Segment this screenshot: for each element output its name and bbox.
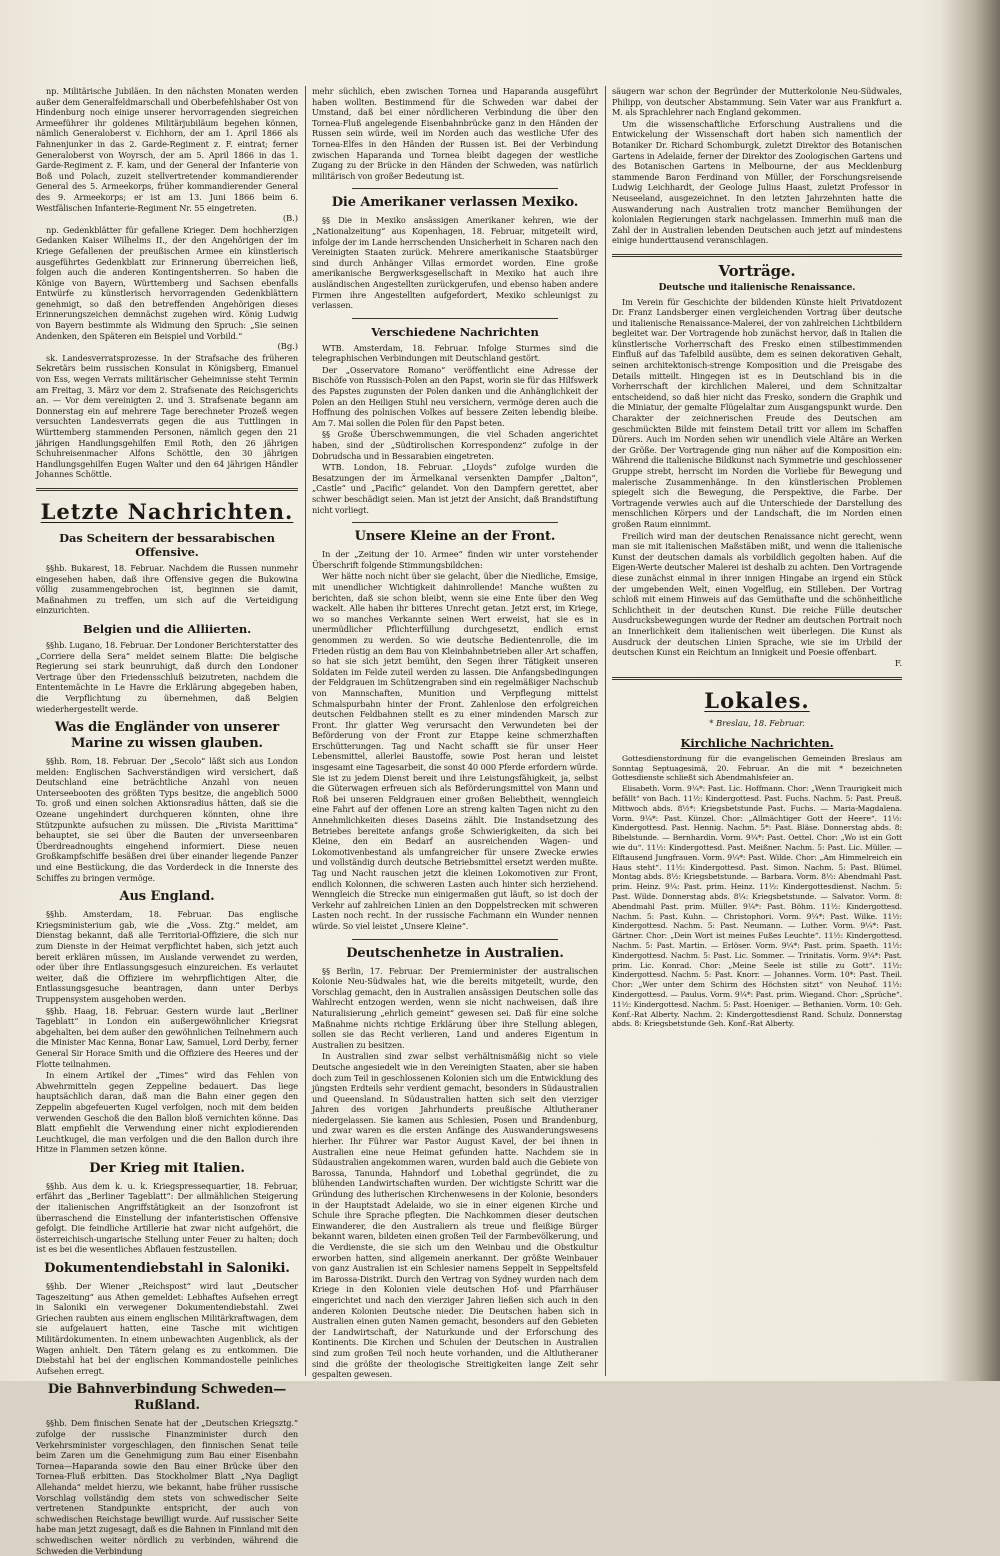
article-military-jubilees: np. Militärische Jubiläen. In den nächsten Monaten werden außer dem Generalfeldmarschall und Oberbefehlshaber Ost von Hindenburg noch einige unserer hervorragenden siegreichen Armeeführer ihr goldenes Militärjubiläum begehen können, nämlich Generaloberst v. Eichhorn, der am 1. April 1866 als Fahnenjunker in das 2. Garde-Regiment z. F. eintrat; ferner Generaloberst von Woyrsch, der am 5. April 1866 in das 1. Garde-Regiment z. F. kam, und der General der Infanterie von Boß und Polach, zuzeit stellvertretender kommandierender General des 5. Armeekorps, früher kommandierender General des 9. Armeekorps; er ist am 13. Juni 1866 beim 6. Westfälischen Infanterie-Regiment Nr. 55 eingetreten. [36,86,298,213]
church-service-list: Elisabeth. Vorm. 9¼*: Past. Lic. Hoffmann. Chor: „Wenn Traurigkeit mich befällt“ von Bach. 11½: Kindergottesd. Past. Fuchs. Nachm. 5: Past. Preuß. Mittwoch abds. 8½*: Kriegsbetstunde Past. Fuchs. — Maria-Magdalena. Vorm. 9¼*: Past. Künzel. Chor: „Allmächtiger Gott der Heere“. 11½: Kindergottesd. Past. Hennig. Nachm. 5*: Past. Bläse. Donnerstag abds. 8: Bibelstunde. — Bernhardin. Vorm. 9¼*: Past. Oettel. Chor: „Wo ist ein Gott wie du“. 11½: Kindergottesd. Past. Meißner. Nachm. 5: Past. Lic. Müller. — Elftausend Jungfrauen. Vorm. 9¼*: Past. Wilde. Chor: „Am Himmelreich ein Haus steht“. 11½: Kindergottesd. Past. Simon. Nachm. 5: Past. Blümel. Montag abds. 8½: Kriegsbetstunde. — Barbara. Vorm. 8½: Abendmahl Past. prim. Heinz. 9¼: Past. prim. Heinz. 11½: Kindergottesdienst. Nachm. 5: Past. Wilde. Donnerstag abds. 8¼: Kriegsbetstunde. — Salvator. Vorm. 8: Abendmahl Past. prim. Müller. 9¼*: Past. Böhm. 11½: Kindergottesd. Nachm. 5: Past. Kuhn. — Christophori. Vorm. 9¼*: Past. Wilke. 11½: Kindergottesd. Nachm. 5: Past. Neumann. — Luther. Vorm. 9¼*: Past. Gärtner. Chor: „Dein Wort ist meines Fußes Leuchte“. 11½: Kindergottesd. Nachm. 5: Past. Martin. — Erlöser. Vorm. 9¼*: Past. prim. Spaeth. 11½: Kindergottesd. Nachm. 5: Past. Lic. Sommer. — Trinitatis. Vorm. 9¼*: Past. prim. Lic. Konrad. Chor: „Meine Seele ist stille zu Gott“. 11½: Kindergottesd. Nachm. 5: Past. Knorr. — Johannes. Vorm. 10*: Past. Theil. Chor: „Wer unter dem Schirm des Höchsten sitzt“ von Neuhof. 11½: Kindergottesd. — Paulus. Vorm. 9¼*: Past. prim. Wiegand. Chor: „Sprüche“. 11½: Kindergottesd. Nachm. 5: Past. Hoeniger. — Bethanien. Vorm. 10: Geh. Konf.-Rat Alberty. Nachm. 2: Kindergottesdienst Rand. Schulz. Donnerstag abds. 8: Kriegsbetstunde Geh. Konf.-Rat Alberty. [612,784,902,1029]
article-text: In Australien sind zwar selbst verhältnismäßig nicht so viele Deutsche angesiedelt wie in den Vereinigten Staaten, aber sie haben doch zum Teil in geschlossenen Kolonien sich um die Entwicklung des jüngsten Erdteils sehr verdient gemacht, besonders in Südaustralien und Queensland. In Südaustralien hatten sich seit den vierziger Jahren des vorigen Jahrhunderts preußische Altlutheraner niedergelassen. Sie kamen aus Schlesien, Posen und Brandenburg, und zwar waren es die ersten Anfänge des Auswanderungswesens hierher. Ihr Führer war Pastor August Kavel, der bei ihnen in Australien eine neue Heimat gefunden hatte. Nachdem sie in Südaustralien angekommen waren, wurden bald auch die Gebiete von Barossa, Tanunda, Hahndorf und Lobethal gegründet, die zu blühenden Landwirtschaften wurden. Der wichtigste Schritt war die Gründung des lutherischen Kirchenwesens in der Kolonie, besonders in der Hauptstadt Adelaide, wo sie in einer eigenen Kirche und Schule ihre Sprache pflegten. Die Nachkommen dieser deutschen Einwanderer, die den Australiern als treue und fleißige Bürger bekannt waren, bildeten einen großen Teil der Farmbevölkerung, und die Verdienste, die sie sich um den Weinbau und die Obstkultur erworben hatten, sind allgemein anerkannt. Der größte Weinbauer von ganz Australien ist ein Schlesier namens Seppelt in Seppeltsfeld im Barossa-Distrikt. Durch den Vertrag von Sydney wurden nach dem Kriege in den Kolonien viele deutschen Hof- und Pfarrhäuser eingerichtet und nach den vierziger Jahren ließen sich auch in den anderen Kolonien Deutsche nieder. Die Deutschen haben sich in Australien einen guten Namen gemacht, besonders auf den Gebieten der Landwirtschaft, der Naturkunde und der Erforschung des Kontinents. Die Kirchen und Schulen der Deutschen in Australien sind zum großen Teil noch heute vorhanden, und die Altlutheraner sind die größte der theologische Streitigkeiten lange Zeit sehr gespalten gewesen. [312,1051,598,1380]
page-edge-shadow [940,0,1000,1381]
headline: Verschiedene Nachrichten [371,324,539,339]
article-text: In einem Artikel der „Times“ wird das Fehlen von Abwehrmitteln gegen Zeppeline bedauert. Das liege hauptsächlich daran, daß man die Bahn einer gegen den Zeppelin abgefeuerten Kugel verfolgen, noch mit dem beiden verwenden Geschoß die den Ballon bloß vernichten könne. Das Blatt empfiehlt die Verwendung einer nicht explodierenden Leuchtkugel, die man verfolgen und die den Ballon durch ihre Hitze in Flammen setzen könne. [36,1070,298,1155]
column-left [36,86,298,1556]
article-text: §§hb. Amsterdam, 18. Februar. Das englische Kriegsministerium gab, wie die „Voss. Ztg.“ meldet, am Dienstag bekannt, daß alle Territorial-Offiziere, die sich nur zum Dienste in der Heimat verpflichtet haben, sich jetzt auch bereit erklären müssen, im Auslande verwendet zu werden, oder über ihre Entlassungsgesuch einzureichen. Es verlautet weiter, daß die Offiziere im wehrpflichtigen Alter, die Entlassungsgesuche beantragen, dann unter Derbys Truppensystem ausgehoben werden. [36,909,298,1004]
subheadline: Deutsche und italienische Renaissance. [658,282,856,293]
article-text: §§hb. Haag, 18. Februar. Gestern wurde laut „Berliner Tageblatt“ in London ein außergewöhnlicher Kriegsrat abgehalten, bei dem außer den gewöhnlichen Teilnehmern auch die Minister Mac Kenna, Bonar Law, Samuel, Lord Derby, ferner General Sir Horace Smith und die Offiziere des Heeres und der Flotte teilnahmen. [36,1005,298,1069]
headline: Unsere Kleine an der Front. [354,529,556,545]
church-intro: Gottesdienstordnung für die evangelischen Gemeinden Breslaus am Sonntag Septuagesimä, 20. Februar. An die mit * bezeichneten Gottesdienste schließt sich Abendmahlsfeier an. [612,753,902,783]
section-heading-local: Lokales. [704,688,810,714]
section-heading-lectures: Vorträge. [718,261,796,280]
article-text: In der „Zeitung der 10. Armee“ finden wir unter vorstehender Überschrift folgende Stimmungsbildchen: [312,549,598,570]
article-text: §§ Große Überschwemmungen, die viel Schaden angerichtet haben, sind der „Südtirolischen Korrespondenz“ zufolge in der Dobrudscha und in Bessarabien eingetreten. [312,429,598,461]
column-right [612,86,902,1376]
article-text: §§ Berlin, 17. Februar. Der Premierminister der australischen Kolonie Neu-Südwales hat, wie die bereits mitgeteilt, wurde, den Vorschlag gemacht, den in Australien ansässigen Deutschen solle das Wahlrecht entzogen werden, wenn sie nicht nachweisen, daß ihre Naturalisierung „ehrlich gemeint“ gewesen sei. Daß für eine solche Maßnahme nichts richtige Erklärung über ihre Stellung ablegen, sollen sie das Recht verlieren, Land und anderes Eigentum in Australien zu besitzen. [312,965,598,1050]
article-text: Um die wissenschaftliche Erforschung Australiens und die Entwickelung der Wissenschaft dort haben sich namentlich der Botaniker Dr. Richard Schomburgk, zuletzt Direktor des Botanischen Gartens in Adelaide, ferner der Direktor des Zoologischen Gartens und des Botanischen Gartens in Melbourne, der aus Mecklenburg stammende Baron Ferdinand von Müller, der Forschungsreisende Ludwig Leichhardt, der Geologe Julius Haast, zuletzt Professor in Neuseeland, ausgezeichnet. In den letzten Jahrzehnten hatte die Auswanderung nach Australien trotz mancher Bemühungen der kolonialen Regierungen stark nachgelassen. Immerhin muß man die Zahl der in Australien lebenden Deutschen auch jetzt auf mindestens einige hunderttausend veranschlagen. [612,118,902,246]
headline: Was die Engländer von unserer Marine zu wissen glauben. [54,720,280,752]
column-divider [605,86,606,1376]
column-middle [312,86,598,1380]
article-treason-trials: sk. Landesverratsprozesse. In der Strafsache des früheren Sekretärs beim russischen Konsulat in Königsberg, Emanuel von Ess, wegen Verrats militärischer Geheimnisse steht Termin am Freitag, 3. März vor dem 2. Strafsenate des Reichsgerichts an. — Vor dem vereinigten 2. und 3. Strafsenate begann am Donnerstag ein auf mehrere Tage berechneter Prozeß wegen versuchten Landesverrats gegen die aus Tuttlingen in Württemberg stammenden Personen, nämlich gegen den 21 jährigen Handlungsgehilfen Emil Roth, den 26 jährigen Schuhreisenmacher Alfons Schöttle, den 30 jährigen Handlungsgehilfen Eugen Walter und den 64 jährigen Händler Johannes Schöttle. [36,352,298,480]
article-text: §§hb. Aus dem k. u. k. Kriegspressequartier, 18. Februar, erfährt das „Berliner Tageblatt“: Der allmählichen Steigerung der italienischen Angriffstätigkeit an der Isonzofront ist überraschend die Einstellung der infanteristischen Offensive gefolgt. Die feindliche Artillerie hat zwar nicht aufgehört, die österreichisch-ungarische Stellung unter Feuer zu halten; doch ist es bei die wesentliches Abflauen festzustellen. [36,1180,298,1255]
article-text: Der „Osservatore Romano“ veröffentlicht eine Adresse der Bischöfe von Russisch-Polen an den Papst, worin sie für das Hilfswerk des Papstes zugunsten der Polen danken und die Anhänglichkeit der Polen an den Heiligen Stuhl neu versichern, vermöge deren auch die Hoffnung des polnischen Volkes auf bessere Zeiten lebendig bleibe. Am 7. Mai sollen die Polen für den Papst beten. [312,364,598,428]
article-divider [352,939,558,940]
headline: Belgien und die Alliierten. [82,621,252,636]
headline: Die Bahnverbindung Schweden—Rußland. [47,1382,287,1414]
headline: Deutschenhetze in Australien. [346,945,564,961]
article-text: WTB. Amsterdam, 18. Februar. Infolge Sturmes sind die telegraphischen Verbindungen mit Deutschland gestört. [312,342,598,364]
article-divider [352,522,558,523]
author-initials: (B.) [282,214,298,225]
article-text: §§ Die in Mexiko ansässigen Amerikaner kehren, wie der „Nationalzeitung“ aus Kopenhagen, 18. Februar, mitgeteilt wird, infolge der im Lande herrschenden Unsicherheit in Scharen nach den Vereinigten Staaten zurück. Mehrere amerikanische Staatsbürger sind durch Anhänger Villas ermordet worden. Eine große amerikanische Bergwerksgesellschaft in Mexiko hat auch ihre ausländischen Angestellten zurückgerufen, und ebenso haben andere Firmen ihre Angestellten aufgefordert, Mexiko schleunigst zu verlassen. [312,215,598,311]
article-text: Wer hätte noch nicht über sie gelacht, über die Niedliche, Emsige, mit unendlicher Wichtigkeit dahinrollende! Manche wußten zu berichten, daß sie schon bleibt, wenn sie eine Ente über den Weg wackelt. Alle haben ihr bitteres Unrecht getan. Jetzt erst, im Kriege, wo so manches Verkannte seinen Wert erweist, hat sie es in unermüdlicher Pflichterfüllung durchgesetzt, endlich ernst genommen zu werden. So wie deutsche Bedientenrolle, die im Frieden rüstig an dem Bau von Kleinbahnbetrieben aller Art schaffen, so hat sie sich jetzt bemüht, den Segen ihrer Tätigkeit unseren Soldaten im Felde zuteil werden zu lassen. Die Anfangsbedingungen der Feldgrauen im Schützengraben sind ein regelmäßiger Nachschub von Mannschaften, Munition und Verpflegung mittelst Schmalspurbahn hinter der Front. Zahlenlose den erfolgreichen deutschen Feldbahnen stellt es zu einer mindenden Marsch zur Front. Ihr glatter Weg verursacht den Verwundeten bei der Beförderung von der Front zur Etappe keine schmerzhaften Erschütterungen. Tag und Nacht schafft sie für unser Heer Lebensmittel, allerlei Baustoffe, sowie Post heran und leistet insgesamt eine Tagesarbeit, die sonst 40 000 Pferde erfordern würde. Sie ist zu jedem Dienst bereit und ihre Leistungsfähigkeit, ja, selbst die Güterwagen erfreuen sich als Beförderungsmittel von Mann und Roß bei unseren Feldgrauen einer großen Beliebtheit, wenngleich eine Fahrt auf der offenen Lore an streng kalten Tagen nicht zu den Annehmlichkeiten dieses Daseins zählt. Die Instandsetzung des Betriebes bereitete anfangs große Schwierigkeiten, da sich bei Kleine, den ein Bedarf an ausreichenden Wagen- und Lokomotivenbestand als umfangreicher für unsere Zwecke erwies und vollständig durch deutsche Betriebsmittel ersetzt werden mußte. Tag und Nacht rauschen jetzt die kleinen Lokomotiven zur Front, endlich Kolonnen, die schweren Lasten auch hinter sich herziehend. Wenngleich die Strecke nun einigermaßen gut läuft, so ist doch der Verkehr auf zahlreichen Linien an den Doppelstrecken mit schweren Lasten noch recht. In der russische Fachmann ein Wunder nennen würde. So viel leistet „Unsere Kleine“. [312,571,598,931]
headline: Der Krieg mit Italien. [89,1160,245,1176]
article-memorial-sheets: np. Gedenkblätter für gefallene Krieger. Dem hochherzigen Gedanken Kaiser Wilhelms II., der den Angehörigen der im Kriege Gefallenen der preußischen Armee ein künstlerisch ausgeführtes Gedenkblatt zur Erinnerung überreichen ließ, folgen auch die anderen Kontingentsherren. So haben die Könige von Bayern, Württemberg und Sachsen ebenfalls Entwürfe zu künstlerisch hervorragenden Gedenkblättern genehmigt, so daß den betreffenden Angehörigen dieses Erinnerungszeichen demnächst zugehen wird. König Ludwig von Bayern bestimmte als Widmung den Spruch: „Sie seinen Andenken, den Späteren ein Beispiel und Vorbild.“ [36,224,298,341]
article-text: §§hb. Bukarest, 18. Februar. Nachdem die Russen nunmehr eingesehen haben, daß ihre Offensive gegen die Bukowina völlig zusammengebrochen ist, beginnen sie damit, Maßnahmen zu treffen, um sich auf die Verteidigung einzurichten. [36,562,298,616]
column-divider [305,86,306,1376]
dateline: * Breslau, 18. Februar. [709,719,805,730]
article-text: §§hb. Lugano, 18. Februar. Der Londoner Berichterstatter des „Corriere della Sera“ meldet seinem Blatte: Die belgische Regierung sei stark beunruhigt, daß durch den Londoner Vertrage über den Friedensschluß beizutreten, nachdem die Ententemächte in Le Havre die Erklärung abgegeben haben, die Verpflichtung zu übernehmen, daß Belgien wiederhergestellt werde. [36,639,298,714]
headline: Das Scheitern der bessarabischen Offensive. [59,530,275,559]
headline-church-news: Kirchliche Nachrichten. [680,735,834,750]
article-continuation: mehr süchlich, eben zwischen Tornea und Haparanda ausgeführt haben wollten. Bestimmend für die Schweden war dabei der Umstand, daß bei einer nördlicheren Verbindung die über den Tornea-Fluß angelegende Eisenbahnbrücke ganz in den Händen der Russen sein würde, weil im Norden auch das westliche Ufer des Tornea-Elfes in den Händen der Russen ist. Bei der Verbindung zwischen Haparanda und Tornea bleibt dagegen der westliche Zugang zu der Brücke in den Händen der Schweden, was natürlich militärisch von großer Bedeutung ist. [312,86,598,181]
section-heading-latest-news: Letzte Nachrichten. [40,498,294,524]
article-text: Im Verein für Geschichte der bildenden Künste hielt Privatdozent Dr. Franz Landsberger einen vergleichenden Vortrag über deutsche und italienische Renaissance-Malerei, der von zahlreichen Lichtbildern begleitet war. Der Vortragende hob zunächst hervor, daß in Italien die künstlerische Vorherrschaft des Fresko einen stilbestimmenden Einfluß auf das Tafelbild ausübte, dem es seinen dekorativen Gehalt, seinen architektonisch-strenge Komposition und die Preisgabe des Details mitteilt. Hingegen ist es in Deutschland bis in die Vorherrschaft der kirchlichen Malerei, und dem Schnitzaltar entscheidend, so daß hier nicht das Fresko, sondern die Graphik und die Miniatur, der gemalte Flügelaltar zum Ausgangspunkt wurde. Den Charakter der zeichnerischen Freude des Deutschen am geschmückten Bilde mit feinstem Detail tritt vor allem im Schaffen Dürers. Auch im Norden sehen wir unendlich viele Altäre an Werken der Größe. Der Vortragende ging nun näher auf die Komposition ein: Während die italienische Bildkunst nach Symmetrie und geschlossener Gruppe strebt, herrscht im Norden die Vorliebe für Bewegung und malerische Zusammenhänge. In den künstlerischen Problemen spiegelt sich die Bewegung, die Perspektive, die Farbe. Der Vortragende verwies auch auf die Unterschiede der Darstellung des menschlichen Körpers und der Landschaft, die im Norden einen großen Raum einnimmt. [612,296,902,529]
article-text: §§hb. Rom, 18. Februar. Der „Secolo“ läßt sich aus London melden: Englischen Sachverständigen wird versichert, daß Deutschland eine beträchtliche Anzahl von neuen Unterseebooten des größten Typs besitze, die angeblich 5000 To. groß und einen solchen Aktionsradius hätten, daß sie die Ozeane ungehindert durchqueren könnten, ohne ihre Stützpunkte aufsuchen zu müssen. Die „Rivista Marittima“ behauptet, sie sei über die Bauten der unverseenbaren Überdreadnoughts eingehend informiert. Diese neuen Großkampfschiffe besäßen drei über einander liegende Panzer und eine Bestückung, die das Vorderdeck in die Innerste des Schiffes zu bringen vermöge. [36,756,298,883]
author-initials: (Bg.) [277,342,298,353]
section-divider [36,488,298,491]
article-continuation: säugern war schon der Begründer der Mutterkolonie Neu-Südwales, Philipp, von deutscher Abstammung. Sein Vater war aus Frankfurt a. M. als Sprachlehrer nach England gekommen. [612,86,902,118]
article-text: WTB. London, 18. Februar. „Lloyds“ zufolge wurden die Besatzungen der im Ärmelkanal versenkten Dampfer „Dalton“, „Castle“ und „Pacific“ gelandet. Von den Dampfern gerettet, aber schwer beschädigt seien. Man ist jetzt der Ansicht, daß Brandstiftung nicht vorliegt. [312,462,598,515]
article-text: §§hb. Dem finischen Senate hat der „Deutschen Kriegsztg.“ zufolge der russische Finanzminister durch den Verkehrsminister vorgeschlagen, den finnischen Senat teile beim Zaren um die Genehmigung zum Bau einer Eisenbahn Tornea—Haparanda sowie den Bau einer Brücke über den Tornea-Fluß erbitten. Das Stockholmer Blatt „Nya Dagligt Allehanda“ meldet hierzu, wie bekannt, habe früher russische Vorschlag vollständig dem stets von schwedischer Seite vertretenen Standpunkte entspricht, der auch von schwedischen Reichstage bewilligt wurde. Auf russischer Seite habe man jetzt zugesagt, daß es die Bahnen in Finnland mit den schwedischen weiter nördlich zu verbinden, während die Schweden die Verbindung [36,1418,298,1556]
article-text: §§hb. Der Wiener „Reichspost“ wird laut „Deutscher Tageszeitung“ aus Athen gemeldet: Lebhaftes Aufsehen erregt in Saloniki ein verwegener Dokumentendiebstahl. Zwei Griechen raubten aus einem englischen Militärkraftwagen, dem sie aufgelauert hatten, eine Tasche mit wichtigen Militärdokumenten. In einem unbewachten Augenblick, als der Wagen anhielt. Den Tätern gelang es zu entkommen. Die Diebstahl hat bei der englischen Kommandostelle peinliches Aufsehen erregt. [36,1281,298,1376]
article-divider [352,318,558,319]
article-text: Freilich wird man der deutschen Renaissance nicht gerecht, wenn man sie mit italienischen Maßstäben mißt, und wenn die italienische Kunst der deutschen damals als vorbildlich gegolten haben. Auf die Eigen-Werte deutscher Malerei ist deshalb zu achten. Den Vortragende diese zunächst einmal in ihrer innigen Hingabe an irgend ein Stück der umgebenden Welt, einen Vogelflug, ein Stilleben. Der Vortrag schloß mit einem Hinweis auf das Gemüthafte und die schönheitliche Schlichtheit in der deutschen Kunst. Die reiche Fülle deutscher Ausdrucksbewegungen wurde der Redner am deutschen Portrait noch an Innerlichkeit dem italienischen weit überlegen. Die Kunst als Ausdruck der deutschen Linien Sprache, wie sie im Urbild der deutschen Kunst ein Reichtum an Innigkeit und Poesie offenbart. [612,530,902,658]
headline: Die Amerikaner verlassen Mexiko. [331,195,579,211]
headline: Dokumentendiebstahl in Saloniki. [44,1261,290,1277]
article-divider [352,188,558,189]
author-initials: F. [894,658,902,669]
headline: Aus England. [119,889,215,905]
section-divider [612,254,902,257]
section-divider [612,677,902,680]
